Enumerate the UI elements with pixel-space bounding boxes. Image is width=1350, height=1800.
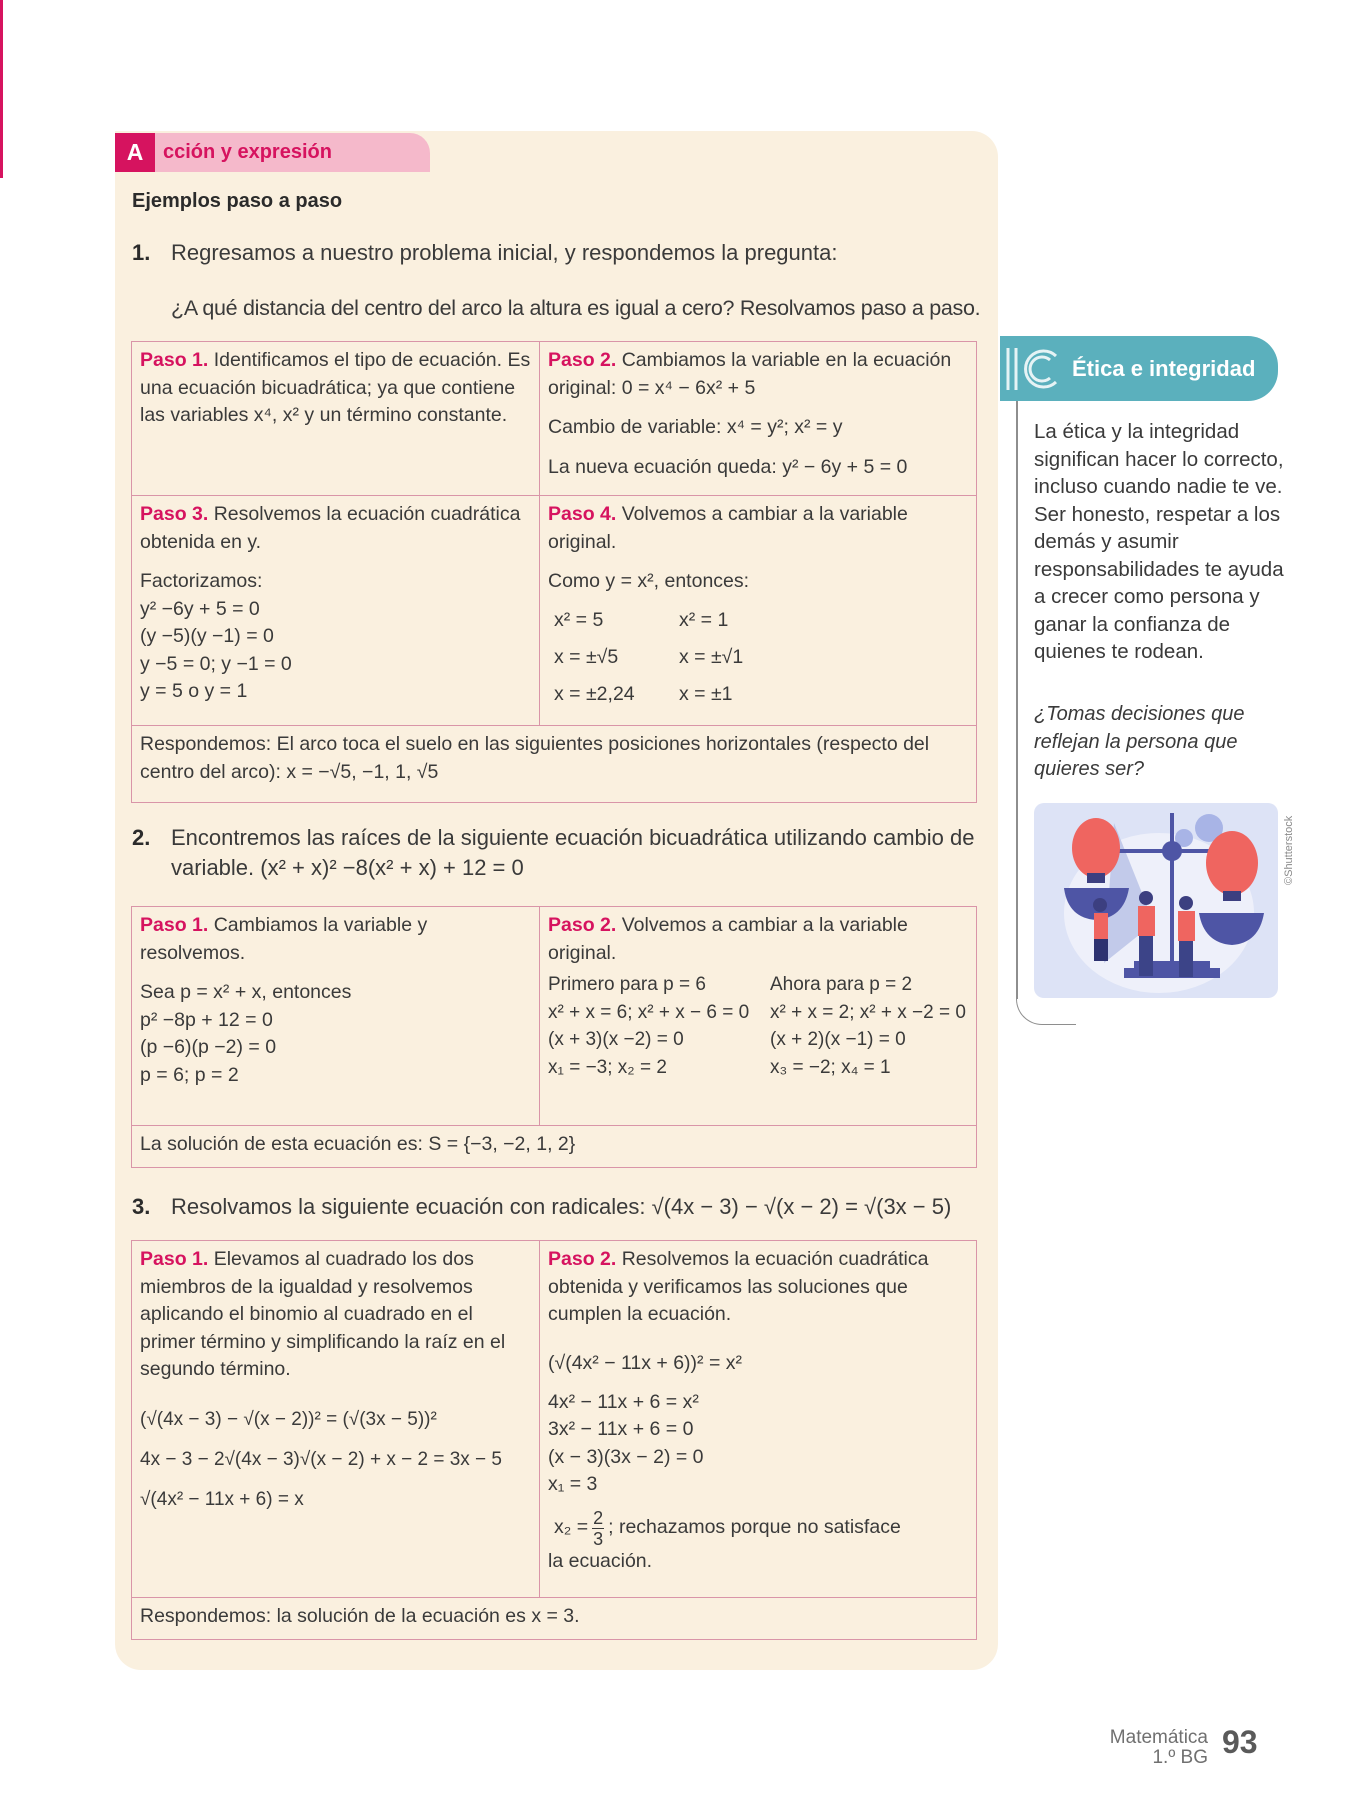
scale-lightbulbs-icon [1034,803,1278,998]
example-number: 1. [132,240,151,265]
example-number: 3. [132,1194,151,1219]
example-1-table [131,341,977,803]
step-cell: Paso 1. Identificamos el tipo de ecuación. Es una ecuación bicuadrática; ya que contiene las variables x⁴, x² y un término constante. [132,342,540,495]
sidebar-header [1000,336,1278,401]
sidebar-body: La ética y la integridad significan hacer lo correcto, incluso cuando nadie te ve. Ser honesto, respetar a los demás y asumir responsabilidades te ayuda a crecer como persona y ganar la confianza de quienes te rodean. [1034,420,1284,663]
step-cell: Paso 4. Volvemos a cambiar a la variable original. Como y = x², entonces: x² = 5 x = ±√5 x = ±2,24 x² = 1 x = ±√1 x = ±1 [548,503,908,705]
answer-cell: Respondemos: El arco toca el suelo en las siguientes posiciones horizontales (respecto del centro del arco): x = −√5, −1, 1, √5 [140,733,930,783]
example-1-statement: 1. Regresamos a nuestro problema inicial, y respondemos la pregunta: [132,238,837,268]
section-header-title: cción y expresión [163,141,332,163]
step-cell: Paso 2. Volvemos a cambiar a la variable original. Primero para p = 6 x² + x = 6; x² + x − 6 = 0 (x + 3)(x −2) = 0 x₁ = −3; x₂ = 2 Ahora para p = 2 x² + x = 2; x² + x −2 = 0 (x + 2)(x −1) = 0 x₃ = −2; x₄ = 1 [548,914,966,1078]
example-1-question: ¿A qué distancia del centro del arco la altura es igual a cero? Resolvamos paso a paso. [171,296,981,320]
sidebar-title: Ética e integridad [1072,356,1256,381]
example-2-table [131,906,977,1168]
step-cell: Paso 3. Resolvemos la ecuación cuadrática obtenida en y. Factorizamos: y² −6y + 5 = 0 (y −5)(y −1) = 0 y −5 = 0; y −1 = 0 y = 5 o y = 1 [132,496,540,725]
sidebar-question: ¿Tomas decisiones que reflejan la persona que quieres ser? [1034,703,1245,780]
step-cell: Paso 1. Elevamos al cuadrado los dos miembros de la igualdad y resolvemos aplicando el binomio al cuadrado en el primer término y simplificando la raíz en el segundo término. (√(4x − 3) − √(x − 2))² = (√(3x − 5))² 4x − 3 − 2√(4x − 3)√(x − 2) + x − 2 = 3x − 5 √(4x² − 11x + 6) = x [132,1241,540,1597]
example-3-table [131,1240,977,1640]
image-credit: ©Shutterstock [1283,815,1295,885]
sidebar-rule [1016,401,1018,999]
section-header [115,133,430,172]
answer-cell: Respondemos: la solución de la ecuación es x = 3. [140,1605,580,1627]
ethics-illustration [1034,803,1278,998]
chapter-edge-bar [0,0,3,178]
footer-subject: Matemática 1.º BG [1109,1727,1208,1768]
fraction: $\frac{2}{3}$ [593,1507,604,1549]
sidebar-rule-curve [1016,995,1076,1025]
example-2-statement: 2. Encontremos las raíces de la siguiente ecuación bicuadrática utilizando cambio de variable. (x² + x)² −8(x² + x) + 12 = 0 [132,825,975,880]
section-header-letter: A [115,133,155,172]
example-3-statement: 3. Resolvamos la siguiente ecuación con radicales: √(4x − 3) − √(x − 2) = √(3x − 5) [132,1192,951,1222]
step-cell: Paso 2. Cambiamos la variable en la ecuación original: 0 = x⁴ − 6x² + 5 Cambio de variable: x⁴ = y²; x² = y La nueva ecuación queda: y² − 6y + 5 = 0 [548,349,952,478]
step-cell: Paso 1. Cambiamos la variable y resolvemos. Sea p = x² + x, entonces p² −8p + 12 = 0 (p −6)(p −2) = 0 p = 6; p = 2 [132,907,540,1125]
example-number: 2. [132,825,151,850]
page-number: 93 [1222,1724,1258,1760]
step-cell: Paso 2. Resolvemos la ecuación cuadrática obtenida y verificamos las soluciones que cumplen la ecuación. (√(4x² − 11x + 6))² = x² 4x² − 11x + 6 = x² 3x² − 11x + 6 = 0 (x − 3)(3x − 2) = 0 x₁ = 3 x₂ = $\frac{2}{3}$ ; rechazamos porque no satisface la ecuación. [548,1248,929,1572]
answer-cell: La solución de esta ecuación es: S = {−3, −2, 1, 2} [140,1133,576,1155]
subtitle: Ejemplos paso a paso [132,190,343,212]
ic-logo-icon [1004,344,1064,394]
